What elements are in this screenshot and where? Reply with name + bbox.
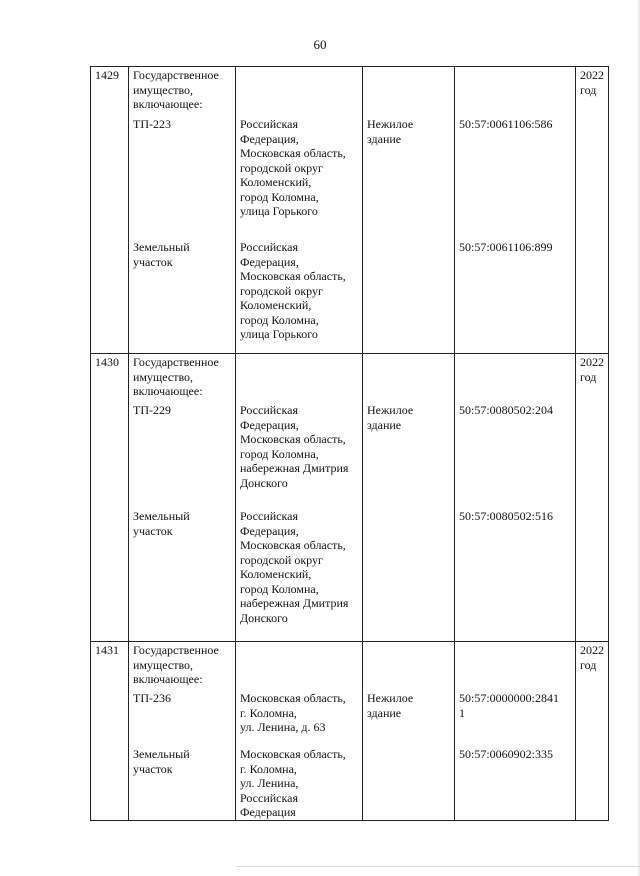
item-name: Земельный участок xyxy=(133,240,190,269)
item-cadastral-number: 50:57:0080502:516 xyxy=(459,509,554,523)
item-address: Российская Федерация, Московская область, городской округ Коломенский, город Коломна, улица Горького xyxy=(240,240,346,341)
item-cadastral-number: 50:57:0080502:204 xyxy=(459,403,554,417)
cadastral-cell xyxy=(455,354,576,642)
address-cell xyxy=(236,642,363,821)
item-address: Российская Федерация, Московская область, городской округ Коломенский, город Коломна, улица Горького xyxy=(240,117,346,218)
scan-bottom-edge xyxy=(236,866,640,867)
type-cell xyxy=(363,67,455,354)
entry-number: 1431 xyxy=(91,642,129,821)
item-address: Московская область, г. Коломна, ул. Ленина, Российская Федерация xyxy=(240,747,346,819)
entry-year: 2022 год xyxy=(576,67,609,354)
type-cell xyxy=(363,354,455,642)
item-cadastral-number: 50:57:0061106:586 xyxy=(459,117,553,131)
entry-year: 2022 год xyxy=(576,354,609,642)
item-cadastral-number: 50:57:0000000:2841 1 xyxy=(459,691,560,720)
item-name: Земельный участок xyxy=(133,509,190,538)
page-number: 60 xyxy=(313,37,327,52)
item-address: Российская Федерация, Московская область, городской округ Коломенский, город Коломна, набережная Дмитрия Донского xyxy=(240,509,349,625)
item-address: Московская область, г. Коломна, ул. Ленина, д. 63 xyxy=(240,691,346,734)
entry-header: Государственное имущество, включающее: xyxy=(133,355,219,398)
name-cell xyxy=(129,642,236,821)
item-cadastral-number: 50:57:0060902:335 xyxy=(459,747,554,761)
item-type: Нежилое здание xyxy=(367,403,414,432)
item-name: ТП-229 xyxy=(133,403,171,417)
item-type: Нежилое здание xyxy=(367,117,414,146)
entry-header: Государственное имущество, включающее: xyxy=(133,643,219,686)
address-cell xyxy=(236,67,363,354)
item-type: Нежилое здание xyxy=(367,691,414,720)
cadastral-cell xyxy=(455,67,576,354)
property-registry-table xyxy=(90,66,609,821)
entry-header: Государственное имущество, включающее: xyxy=(133,68,219,111)
address-cell xyxy=(236,354,363,642)
item-name: Земельный участок xyxy=(133,747,190,776)
entry-number: 1430 xyxy=(91,354,129,642)
registry-row-1431 xyxy=(91,642,609,821)
item-cadastral-number: 50:57:0061106:899 xyxy=(459,240,553,254)
registry-row-1430 xyxy=(91,354,609,642)
item-name: ТП-236 xyxy=(133,691,171,705)
cadastral-cell xyxy=(455,642,576,821)
entry-number: 1429 xyxy=(91,67,129,354)
item-address: Российская Федерация, Московская область, город Коломна, набережная Дмитрия Донского xyxy=(240,403,349,490)
type-cell xyxy=(363,642,455,821)
item-name: ТП-223 xyxy=(133,117,171,131)
registry-row-1429 xyxy=(91,67,609,354)
name-cell xyxy=(129,67,236,354)
name-cell xyxy=(129,354,236,642)
entry-year: 2022 год xyxy=(576,642,609,821)
